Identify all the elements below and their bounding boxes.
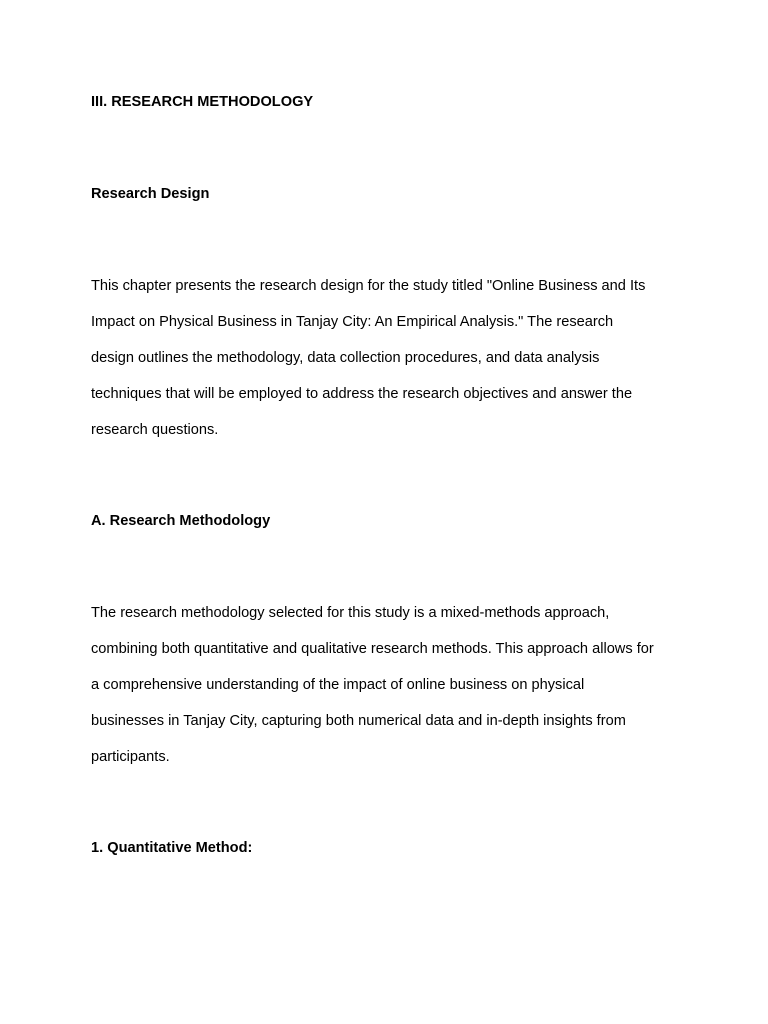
paragraph-line: a comprehensive understanding of the impact of online business on physical xyxy=(91,677,585,693)
paragraph-line: combining both quantitative and qualitative research methods. This approach allows for xyxy=(91,641,654,657)
paragraph-line: techniques that will be employed to address the research objectives and answer the xyxy=(91,386,633,402)
paragraph-line: participants. xyxy=(91,749,170,765)
paragraph-line: businesses in Tanjay City, capturing both numerical data and in-depth insights from xyxy=(91,713,626,729)
research-design-heading: Research Design xyxy=(91,186,210,202)
paragraph-line: research questions. xyxy=(91,422,219,438)
quantitative-method-heading: 1. Quantitative Method: xyxy=(91,840,253,856)
research-methodology-heading: A. Research Methodology xyxy=(91,513,271,529)
research-design-paragraph xyxy=(91,268,691,448)
paragraph-line: Impact on Physical Business in Tanjay City: An Empirical Analysis." The research xyxy=(91,314,614,330)
paragraph-line: design outlines the methodology, data collection procedures, and data analysis xyxy=(91,350,600,366)
chapter-title: III. RESEARCH METHODOLOGY xyxy=(91,94,314,110)
paragraph-line: The research methodology selected for this study is a mixed-methods approach, xyxy=(91,605,610,621)
research-methodology-paragraph xyxy=(91,595,691,775)
paragraph-line: This chapter presents the research design for the study titled "Online Business and Its xyxy=(91,278,646,294)
